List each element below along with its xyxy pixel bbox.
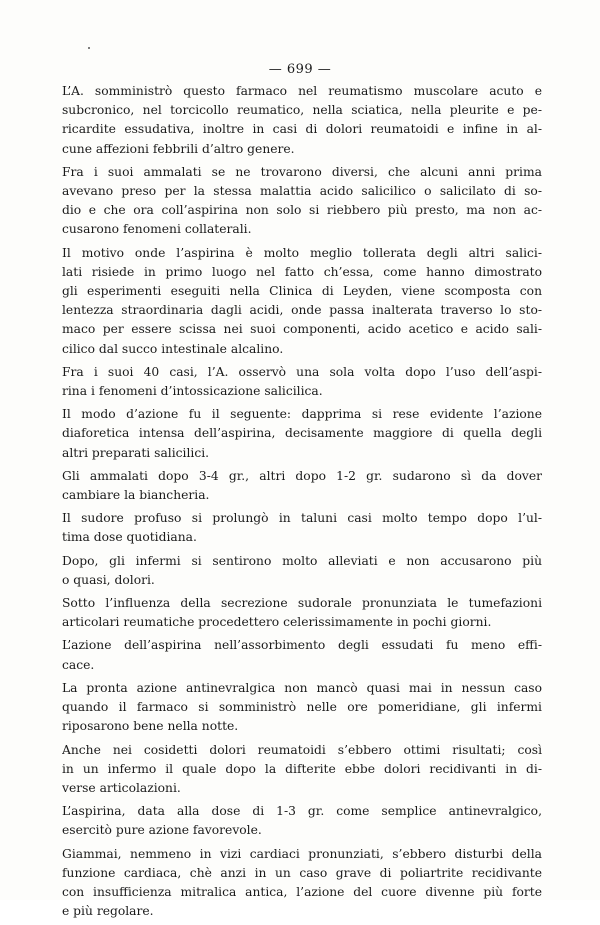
text-line: esercitò pure azione favorevole. — [62, 823, 262, 838]
paragraph — [62, 363, 542, 401]
text-line: Il modo d’azione fu il seguente: dapprima si rese evidente l’azione — [62, 407, 542, 422]
text-line: cune affezioni febbrili d’altro genere. — [62, 141, 295, 156]
text-line: cusarono fenomeni collaterali. — [62, 222, 252, 237]
page-number: — 699 — — [268, 62, 332, 77]
text-line: riposarono bene nella notte. — [62, 719, 239, 734]
text-line: maco per essere scissa nei suoi componenti, acido acetico e acido sali- — [62, 322, 542, 337]
text-line: funzione cardiaca, chè anzi in un caso grave di poliartrite recidivante — [62, 865, 542, 880]
text-line: tima dose quotidiana. — [62, 530, 197, 545]
text-line: lentezza straordinaria dagli acidi, onde passa inalterata traverso lo sto- — [62, 303, 542, 318]
paragraph — [62, 509, 542, 547]
paragraph — [62, 244, 542, 359]
text-line: gli esperimenti eseguiti nella Clinica di Leyden, viene scomposta con — [62, 284, 542, 299]
paragraph — [62, 163, 542, 240]
text-line: dio e che ora coll’aspirina non solo si riebbero più presto, ma non ac- — [62, 203, 542, 218]
text-line: rina i fenomeni d’intossicazione salicilica. — [62, 384, 323, 399]
paragraph — [62, 467, 542, 505]
text-line: cace. — [62, 657, 95, 672]
text-line: Giammai, nemmeno in vizi cardiaci pronunziati, s’ebbero disturbi della — [62, 846, 542, 861]
paragraph — [62, 845, 542, 922]
text-line: con insufficienza mitralica antica, l’azione del cuore divenne più forte — [62, 884, 542, 899]
text-line: in un infermo il quale dopo la difterite ebbe dolori recidivanti in di- — [62, 761, 542, 776]
text-line: Sotto l’influenza della secrezione sudorale pronunziata le tumefazioni — [62, 596, 542, 611]
text-line: Il sudore profuso si prolungò in taluni casi molto tempo dopo l’ul- — [62, 511, 542, 526]
paragraph — [62, 679, 542, 737]
text-line: ricardite essudativa, inoltre in casi di dolori reumatoidi e infine in al- — [62, 122, 542, 137]
text-line: quando il farmaco si somministrò nelle ore pomeridiane, gli infermi — [62, 700, 542, 715]
paragraph — [62, 636, 542, 674]
text-line: articolari reumatiche procedettero celerissimamente in pochi giorni. — [62, 615, 492, 630]
text-line: L’azione dell’aspirina nell’assorbimento degli essudati fu meno effi- — [62, 638, 542, 653]
paragraph — [62, 405, 542, 463]
text-line: Il motivo onde l’aspirina è molto meglio tollerata degli altri salici- — [62, 245, 542, 260]
text-line: avevano preso per la stessa malattia acido salicilico o salicilato di so- — [62, 184, 542, 199]
paragraph — [62, 82, 542, 159]
text-line: Fra i suoi ammalati se ne trovarono diversi, che alcuni anni prima — [62, 164, 542, 179]
text-line: cambiare la biancheria. — [62, 488, 210, 503]
text-line: o quasi, dolori. — [62, 572, 155, 587]
text-line: verse articolazioni. — [62, 780, 181, 795]
text-line: L’A. somministrò questo farmaco nel reumatismo muscolare acuto e — [62, 84, 542, 98]
text-line: e più regolare. — [62, 904, 154, 919]
text-line: Dopo, gli infermi si sentirono molto alleviati e non accusarono più — [62, 553, 542, 568]
body-text — [62, 82, 542, 925]
text-line: La pronta azione antinevralgica non mancò quasi mai in nessun caso — [62, 680, 542, 695]
text-line: L’aspirina, data alla dose di 1-3 gr. come semplice antinevralgico, — [62, 804, 542, 819]
text-line: diaforetica intensa dell’aspirina, decisamente maggiore di quella degli — [62, 426, 542, 441]
paragraph — [62, 594, 542, 632]
paragraph — [62, 741, 542, 799]
text-line: cilico dal succo intestinale alcalino. — [62, 341, 284, 356]
ink-speck — [88, 47, 90, 49]
text-line: Gli ammalati dopo 3-4 gr., altri dopo 1-2 gr. sudarono sì da dover — [62, 468, 542, 483]
text-line: Fra i suoi 40 casi, l’A. osservò una sola volta dopo l’uso dell’aspi- — [62, 364, 542, 379]
text-line: lati risiede in primo luogo nel fatto ch’essa, come hanno dimostrato — [62, 264, 542, 279]
text-line: altri preparati salicilici. — [62, 445, 210, 460]
text-line: Anche nei cosidetti dolori reumatoidi s’ebbero ottimi risultati; così — [62, 742, 542, 757]
paragraph — [62, 552, 542, 590]
text-line: subcronico, nel torcicollo reumatico, nella sciatica, nella pleurite e pe- — [62, 103, 542, 118]
paragraph — [62, 802, 542, 840]
